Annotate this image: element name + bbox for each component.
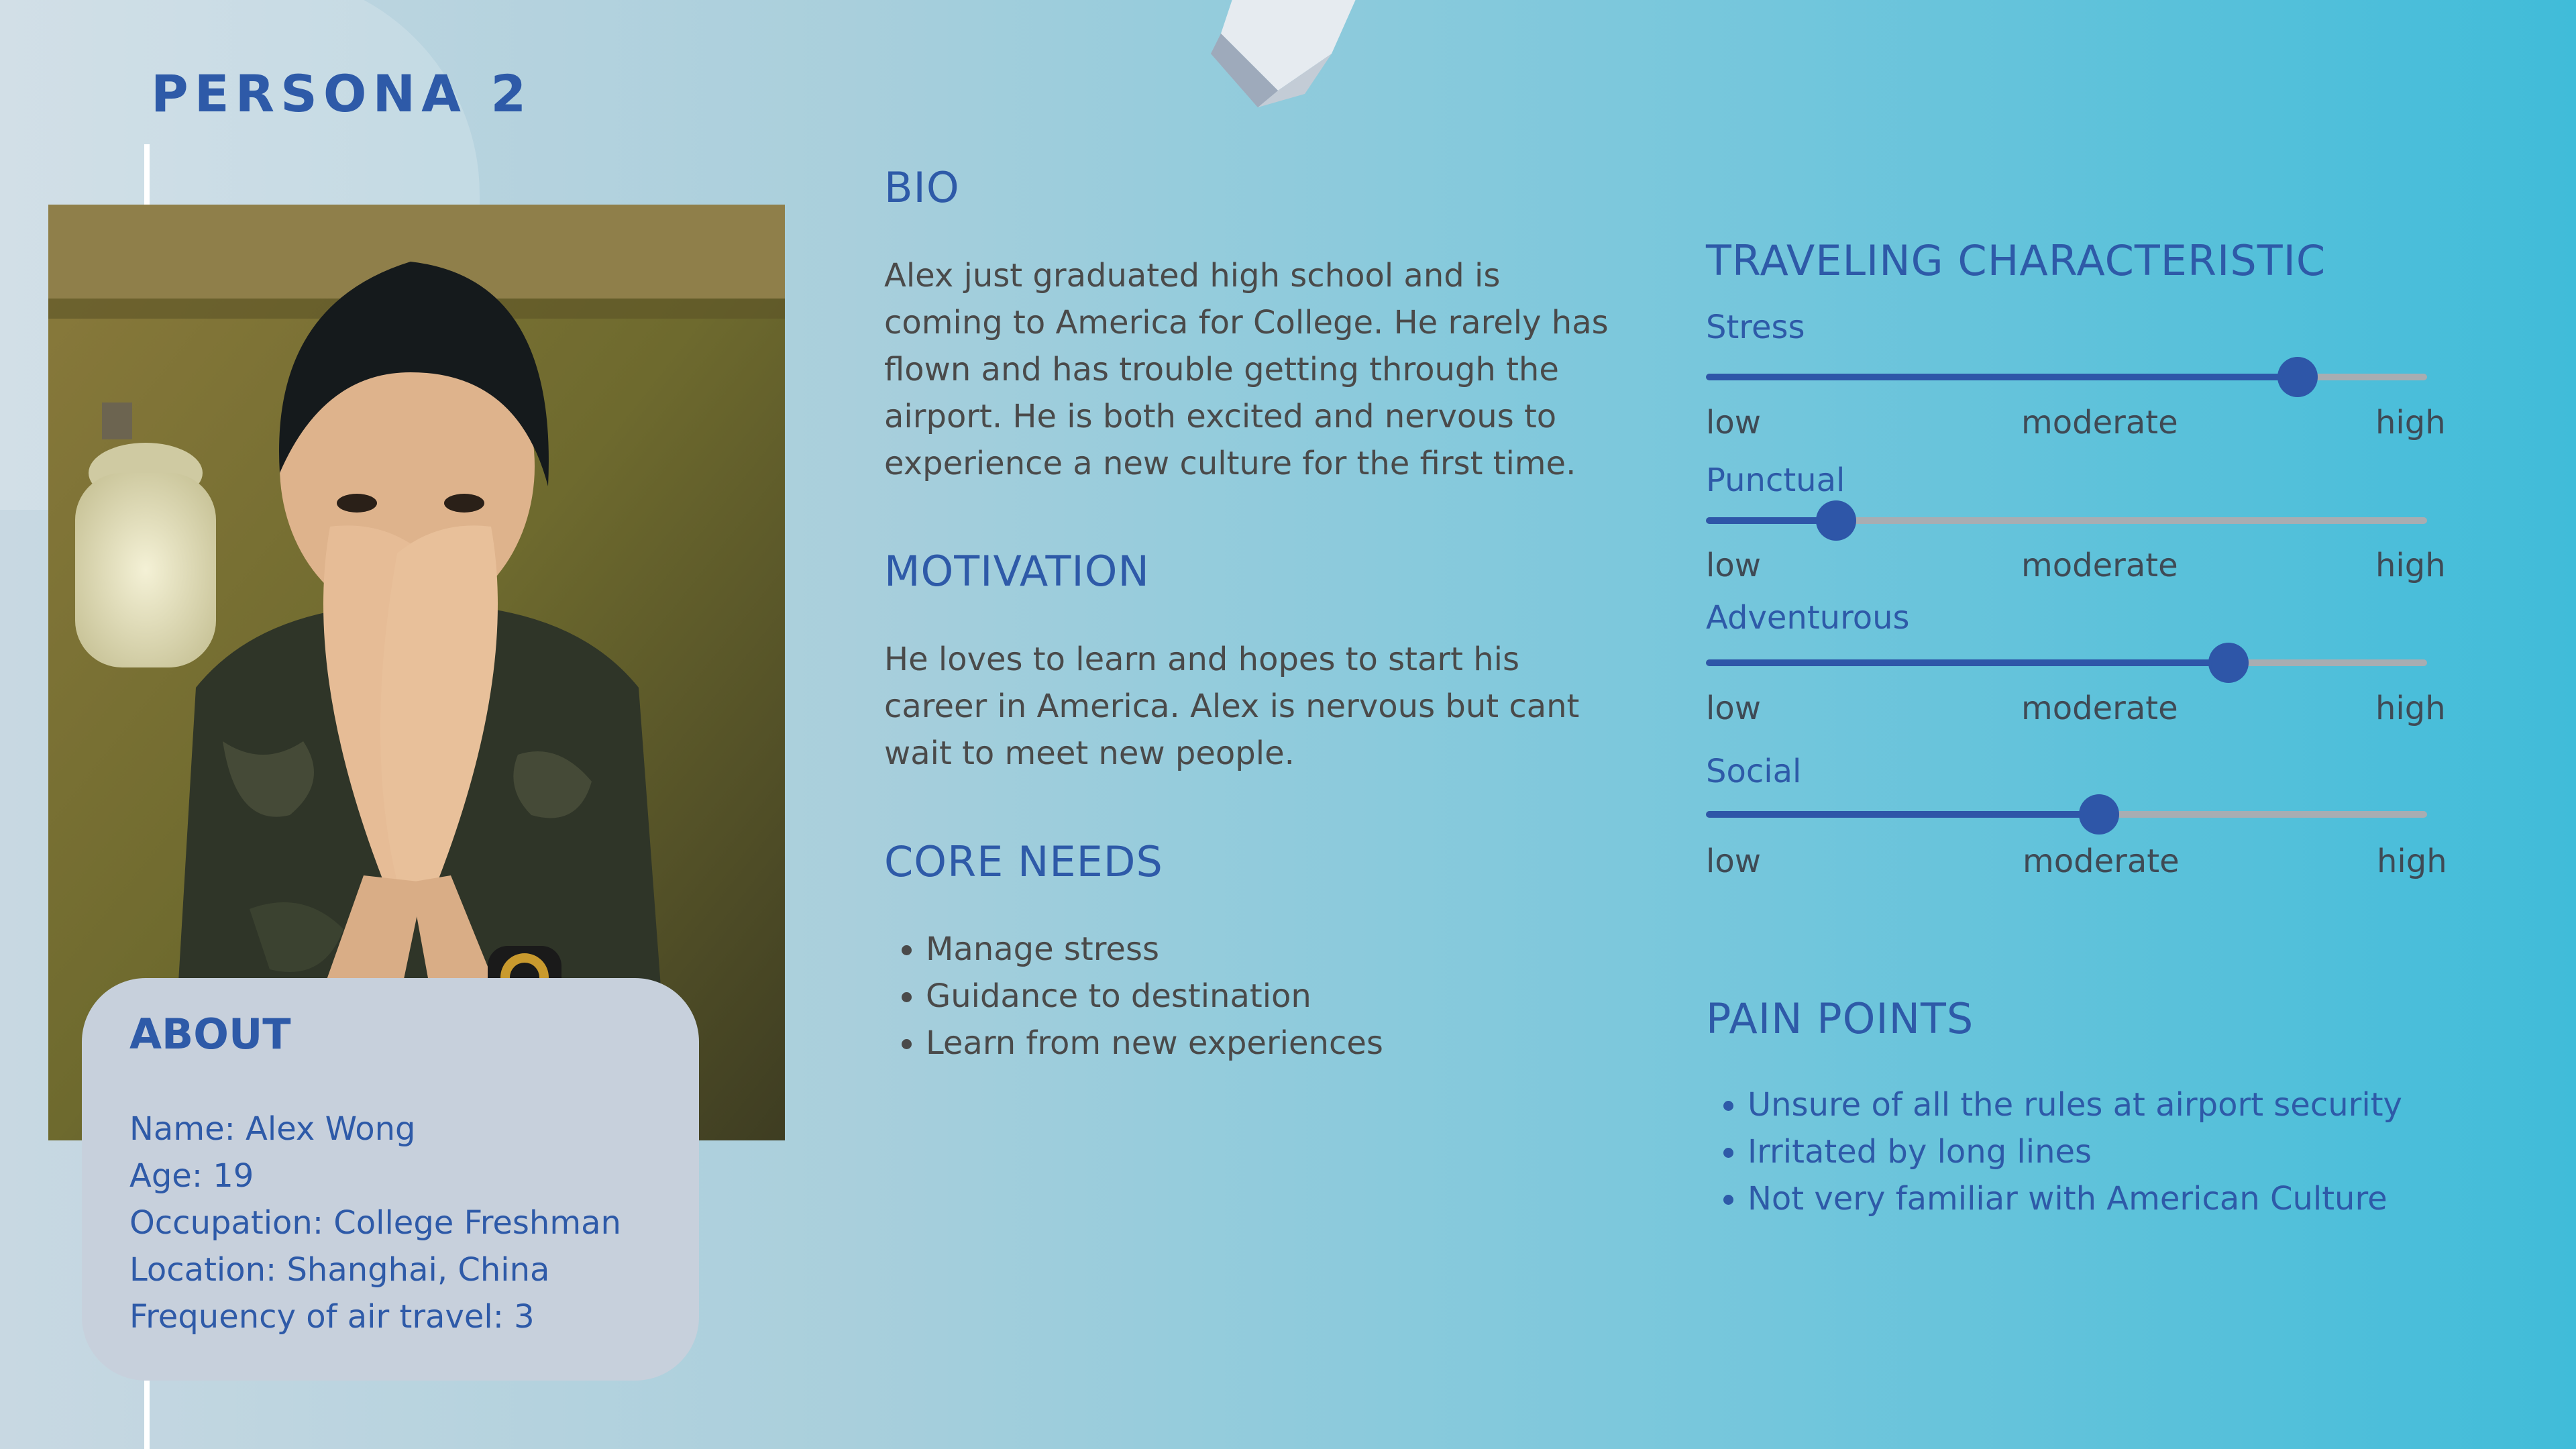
bio-text: Alex just graduated high school and is coming to America for College. He rarely has flown and has trouble getting through the airport. He is both excited and nervous to experience a new culture for the first time. [884,257,1609,482]
trait-label-adventurous: Adventurous [1706,599,1910,637]
trait-label-punctual: Punctual [1706,462,1845,499]
pain-points-list [1706,1081,2402,1222]
scale-high: high [2375,404,2446,441]
list-item: • Not very familiar with American Culture [1748,1175,2402,1222]
pain-points-heading: PAIN POINTS [1706,994,1974,1043]
slider-fill [1706,374,2298,380]
scale-low: low [1706,690,1761,727]
list-item: • Guidance to destination [926,973,1383,1020]
core-needs-list [884,926,1383,1067]
adventurous-slider[interactable] [1706,659,2427,666]
social-slider[interactable] [1706,811,2427,818]
scale-low: low [1706,843,1761,880]
slider-fill [1706,659,2229,666]
scale-moderate: moderate [2023,843,2180,880]
about-occupation: Occupation: College Freshman [129,1204,621,1242]
traveling-heading: TRAVELING CHARACTERISTIC [1706,236,2326,285]
scale-high: high [2375,690,2446,727]
page-title: PERSONA 2 [151,64,533,123]
scale-high: high [2377,843,2447,880]
scale-high: high [2375,547,2446,584]
about-details [129,1106,621,1340]
scale-low: low [1706,547,1761,584]
slider-fill [1706,811,2099,818]
trait-label-stress: Stress [1706,309,1805,346]
about-age: Age: 19 [129,1157,254,1195]
motivation-heading: MOTIVATION [884,547,1150,596]
slider-knob[interactable] [2079,794,2119,835]
scale-low: low [1706,404,1761,441]
punctual-slider[interactable] [1706,517,2427,524]
trait-label-social: Social [1706,753,1802,790]
scale-moderate: moderate [2021,690,2178,727]
core-needs-heading: CORE NEEDS [884,837,1163,886]
about-name: Name: Alex Wong [129,1110,416,1148]
timeline-line-top [144,144,150,205]
list-item: • Unsure of all the rules at airport security [1748,1081,2402,1128]
about-location: Location: Shanghai, China [129,1251,550,1289]
list-item: • Irritated by long lines [1748,1128,2402,1175]
timeline-line-bottom [144,1381,150,1449]
scale-moderate: moderate [2021,547,2178,584]
slider-knob[interactable] [2208,643,2249,683]
motivation-text: He loves to learn and hopes to start his career in America. Alex is nervous but cant wait to meet new people. [884,641,1580,772]
slider-knob[interactable] [2277,357,2318,397]
stress-slider[interactable] [1706,374,2427,380]
list-item: • Learn from new experiences [926,1020,1383,1067]
list-item: • Manage stress [926,926,1383,973]
slider-knob[interactable] [1816,500,1856,541]
scale-moderate: moderate [2021,404,2178,441]
cube-decoration [1204,0,1358,121]
about-frequency: Frequency of air travel: 3 [129,1298,535,1336]
about-heading: ABOUT [129,1010,291,1059]
bio-heading: BIO [884,163,960,212]
